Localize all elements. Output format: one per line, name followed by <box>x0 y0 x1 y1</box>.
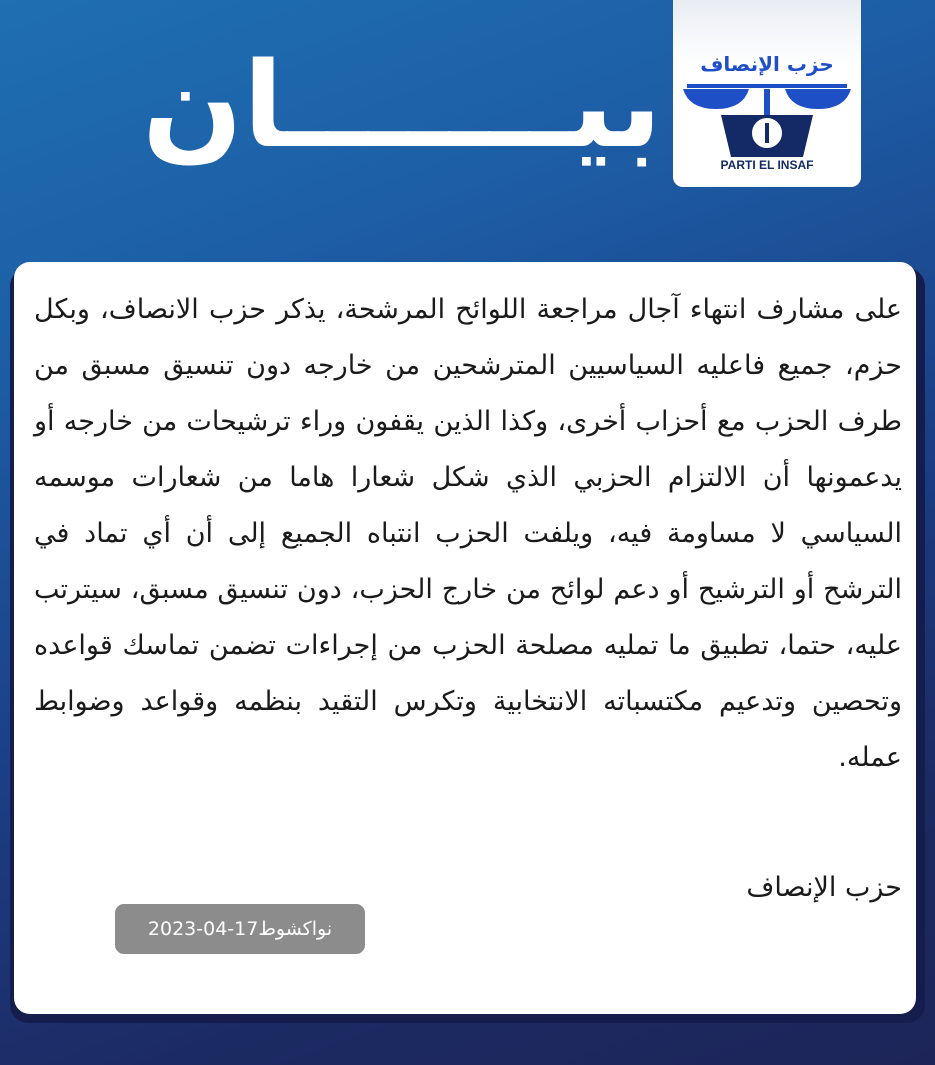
logo-arabic-name: حزب الإنصاف <box>700 52 834 76</box>
page-title: بيـــــــان <box>142 36 662 174</box>
statement-signature: حزب الإنصاف <box>746 872 902 903</box>
party-logo <box>673 0 861 187</box>
date-badge: نواكشوط17-04-2023 <box>115 904 365 954</box>
logo-latin-name: PARTI EL INSAF <box>720 158 814 172</box>
statement-body: على مشارف انتهاء آجال مراجعة اللوائح المرشحة، يذكر حزب الانصاف، وبكل حزم، جميع فاعليه السياسيين المترشحين من خارجه دون تنسيق مسبق من طرف الحزب مع أحزاب أخرى، وكذا الذين يقفون وراء ترشيحات من خارجه أو يدعمونها أن الالتزام الحزبي الذي شكل شعارا هاما من شعارات موسمه السياسي لا مساومة فيه، ويلفت الحزب انتباه الجميع إلى أن أي تماد في الترشح أو الترشيح أو دعم لوائح من خارج الحزب، دون تنسيق مسبق، سيترتب عليه، حتما، تطبيق ما تمليه مصلحة الحزب من إجراءات تضمن تماسك قواعده وتحصين وتدعيم مكتسباته الانتخابية وتكرس التقيد بنظمه وقواعد وضوابط عمله. <box>34 294 902 773</box>
balance-scale-icon <box>681 75 853 160</box>
